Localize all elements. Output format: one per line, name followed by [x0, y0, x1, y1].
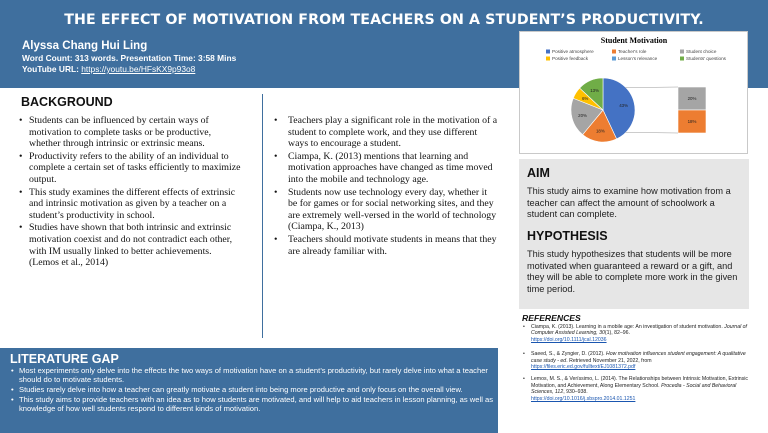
background-heading: BACKGROUND: [21, 95, 113, 109]
word-count-and-time: Word Count: 313 words. Presentation Time: 3:58 Mins: [22, 53, 237, 63]
pie-chart-svg: [520, 32, 749, 155]
pie-data-label: 13%: [590, 88, 600, 94]
background-item: • Ciampa, K. (2013) mentions that learning and motivation approaches have changed as time moved into the mobile and technology age.: [276, 151, 498, 186]
background-item: • Productivity refers to the ability of an individual to complete a certain set of tasks efficiently to maximize output.: [19, 151, 243, 186]
reference-text: Saeed, S., & Zyngier, D. (2012).: [531, 351, 606, 358]
reference-journal: Journal of Computer Assisted Learning, 30: [531, 324, 748, 337]
legend-label: Student choice: [686, 49, 717, 54]
background-item: • Studies have shown that both intrinsic and extrinsic motivation coexist and do not contradict each other, with IM usually linked to better achievements. (Lemos et al., 2014): [19, 222, 243, 268]
references-list: [522, 324, 750, 402]
references-heading: REFERENCES: [522, 313, 581, 323]
background-item: • Students now use technology every day, whether it be for games or for social networking sites, and they are extremely well-versed in the world of technology (Ciampa, K., 2013): [276, 187, 498, 233]
callout-data-label: 20%: [687, 96, 697, 101]
callout-connector: [625, 87, 678, 88]
pie-data-label: 18%: [595, 128, 605, 134]
reference-item: [522, 376, 750, 402]
legend-swatch: [680, 57, 684, 61]
legend-swatch: [680, 50, 684, 54]
column-divider: [262, 94, 263, 338]
aim-text: This study aims to examine how motivation from a teacher can affect the amount of schoolwork a student can complete.: [527, 186, 731, 220]
callout-connector: [625, 132, 678, 133]
aim-hypothesis-panel: [519, 159, 749, 309]
legend-label: Lesson's relevance: [618, 56, 658, 61]
callout-data-label: 18%: [687, 119, 697, 124]
reference-text: . Retrieved November 21, 2022, from: [566, 357, 652, 364]
reference-text: Lemos, M. S., & Veríssimo, L. (2014). The Relationships between Intrinsic Motivation, Extrinsic Motivation, and Achievement, Along Elementary School.: [531, 376, 749, 389]
legend-label: Students' questions: [686, 56, 726, 61]
hypothesis-text: This study hypothesizes that students will be more motivated when guaranteed a reward or a gift, and they will be able to complete more work in the given time period.: [527, 249, 738, 294]
author-name: Alyssa Chang Hui Ling: [22, 40, 148, 52]
reference-text: (1), 82–96.: [604, 330, 631, 337]
background-item: • This study examines the different effects of extrinsic and intrinsic motivation as given by a teacher on a student’s productivity in school.: [19, 187, 243, 222]
reference-link[interactable]: https://files.eric.ed.gov/fulltext/EJ1081372.pdf: [531, 364, 636, 371]
reference-item: [522, 324, 750, 343]
reference-journal: How motivation influences student engagement: A qualitative case study - ed: [531, 351, 746, 364]
aim-heading: AIM: [527, 166, 550, 180]
legend-swatch: [546, 50, 550, 54]
literature-gap-item: • Most experiments only delve into the effects the two ways of motivation have on a student’s productivity, but rarely delve into what a teacher should do to motivate students.: [10, 366, 494, 384]
reference-journal: Procedia - Social and Behavioral Sciences, 112: [531, 382, 737, 396]
reference-text: , 930–938.: [563, 389, 588, 396]
background-item: • Teachers should motivate students in means that they are already familiar with.: [276, 234, 498, 257]
pie-data-label: 6%: [581, 96, 589, 102]
background-item: • Teachers play a significant role in the motivation of a student to complete work, and they use different ways to encourage a student.: [276, 115, 498, 150]
hypothesis-heading: HYPOTHESIS: [527, 229, 608, 243]
legend-swatch: [612, 57, 616, 61]
youtube-link[interactable]: https://youtu.be/HFsKX9p93o8: [81, 64, 196, 74]
literature-gap-section: [0, 348, 498, 433]
reference-item: [522, 351, 750, 370]
poster-title: THE EFFECT OF MOTIVATION FROM TEACHERS ON A STUDENT’S PRODUCTIVITY.: [64, 12, 704, 28]
youtube-url-label: YouTube URL:: [22, 64, 82, 74]
pie-data-label: 43%: [619, 102, 629, 108]
student-motivation-chart: [519, 31, 748, 154]
legend-label: Teacher's role: [618, 49, 647, 54]
chart-legend: [546, 49, 727, 61]
legend-swatch: [546, 57, 550, 61]
chart-title: Student Motivation: [600, 36, 668, 45]
literature-gap-list: [10, 366, 494, 414]
legend-label: Positive feedback: [552, 56, 589, 61]
youtube-url-line: [22, 64, 195, 74]
background-list-left: [19, 115, 243, 270]
background-item: • Students can be influenced by certain ways of motivation to complete tasks or be productive, whether through intrinsic or extrinsic means.: [19, 115, 243, 150]
literature-gap-heading: LITERATURE GAP: [10, 352, 119, 366]
chart-callout-bar: [625, 87, 706, 133]
literature-gap-item: • This study aims to provide teachers with an idea as to how students are motivated, and will help to aid teachers in lesson planning, as well as knowledge of how well students respond to different kinds of motivation.: [10, 395, 494, 413]
reference-text: Ciampa, K. (2013). Learning in a mobile age: An investigation of student motivation.: [531, 324, 725, 330]
legend-label: Positive atmosphere: [552, 49, 594, 54]
background-list-right: [276, 115, 498, 258]
literature-gap-item: • Studies rarely delve into how a teacher can greatly motivate a student into being more productive and only focus on the overall view.: [10, 385, 494, 394]
reference-link[interactable]: https://doi.org/10.1016/j.sbspro.2014.01.1251: [531, 395, 636, 402]
reference-link[interactable]: https://doi.org/10.1111/jcal.12036: [531, 336, 607, 343]
pie-data-label: 20%: [578, 112, 587, 118]
legend-swatch: [612, 50, 616, 54]
